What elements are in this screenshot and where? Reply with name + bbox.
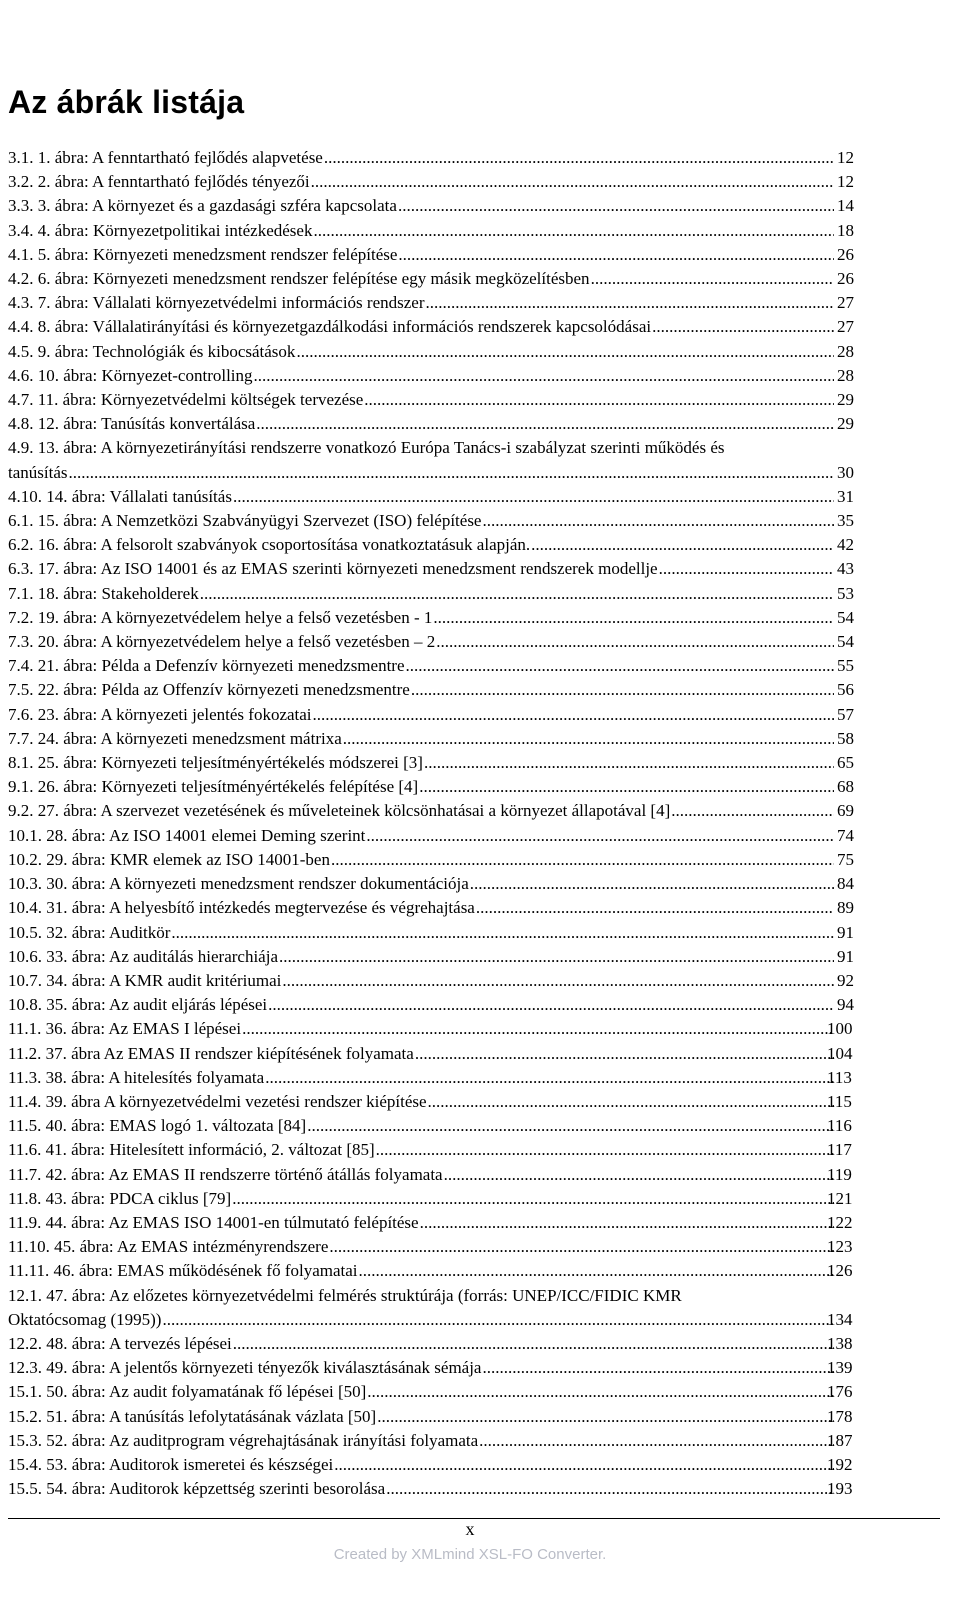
entry-title: 15.5. 54. ábra: Auditorok képzettség szerinti besorolása xyxy=(8,1479,386,1499)
dot-leader xyxy=(436,630,834,654)
dot-leader xyxy=(296,340,834,364)
figure-list-entry[interactable] xyxy=(8,364,908,388)
dot-leader xyxy=(313,703,834,727)
entry-page-number: 176 xyxy=(827,1382,853,1402)
entry-title: 3.2. 2. ábra: A fenntartható fejlődés tényezői xyxy=(8,172,310,192)
entry-title: 6.2. 16. ábra: A felsorolt szabványok csoportosítása vonatkoztatásuk alapján. xyxy=(8,535,531,555)
figure-list-entry[interactable] xyxy=(8,1017,908,1041)
dot-leader xyxy=(233,1332,834,1356)
entry-title: 4.1. 5. ábra: Környezeti menedzsment rendszer felépítése xyxy=(8,244,398,264)
entry-title: 4.7. 11. ábra: Környezetvédelmi költségek tervezése xyxy=(8,390,364,410)
figure-list-entry[interactable] xyxy=(8,1187,908,1211)
entry-page-number: 192 xyxy=(827,1454,853,1474)
entry-page-number: 43 xyxy=(837,559,854,579)
entry-title: 7.3. 20. ábra: A környezetvédelem helye a felső vezetésben – 2 xyxy=(8,632,436,652)
entry-row xyxy=(8,1114,863,1138)
figure-list-entry[interactable] xyxy=(8,1405,908,1429)
dot-leader xyxy=(268,993,834,1017)
entry-title: tanúsítás xyxy=(8,462,68,482)
entry-title: 11.10. 45. ábra: Az EMAS intézményrendszere xyxy=(8,1237,329,1257)
dot-leader xyxy=(366,824,834,848)
dot-leader xyxy=(377,1405,834,1429)
entry-row xyxy=(8,1017,863,1041)
entry-title: 10.7. 34. ábra: A KMR audit kritériumai xyxy=(8,970,282,990)
entry-row xyxy=(8,267,863,291)
dot-leader xyxy=(479,1429,834,1453)
entry-page-number: 56 xyxy=(837,680,854,700)
entry-page-number: 126 xyxy=(827,1261,853,1281)
entry-row xyxy=(8,461,863,485)
entry-title: 11.3. 38. ábra: A hitelesítés folyamata xyxy=(8,1067,265,1087)
figure-list-entry[interactable] xyxy=(8,1429,908,1453)
dot-leader xyxy=(428,1090,834,1114)
figure-list-entry[interactable] xyxy=(8,1235,908,1259)
entry-row xyxy=(8,1066,863,1090)
entry-title: 15.4. 53. ábra: Auditorok ismeretei és készségei xyxy=(8,1454,334,1474)
dot-leader xyxy=(343,727,834,751)
figure-list xyxy=(8,146,908,1501)
dot-leader xyxy=(367,1380,834,1404)
entry-title: 7.1. 18. ábra: Stakeholderek xyxy=(8,583,199,603)
entry-row xyxy=(8,799,863,823)
dot-leader xyxy=(376,1138,834,1162)
dot-leader xyxy=(411,678,834,702)
dot-leader xyxy=(424,751,834,775)
entry-title: 10.4. 31. ábra: A helyesbítő intézkedés megtervezése és végrehajtása xyxy=(8,898,475,918)
entry-page-number: 91 xyxy=(837,922,854,942)
entry-title: 11.9. 44. ábra: Az EMAS ISO 14001-en túlmutató felépítése xyxy=(8,1212,419,1232)
figure-list-entry[interactable] xyxy=(8,1138,908,1162)
dot-leader xyxy=(313,219,834,243)
entry-title: 11.5. 40. ábra: EMAS logó 1. változata [84] xyxy=(8,1116,307,1136)
dot-leader xyxy=(531,533,834,557)
entry-row xyxy=(8,775,863,799)
entry-title: 11.4. 39. ábra A környezetvédelmi vezetési rendszer kiépítése xyxy=(8,1091,427,1111)
figure-list-entry[interactable] xyxy=(8,267,908,291)
figure-list-entry[interactable] xyxy=(8,630,908,654)
figure-list-entry[interactable] xyxy=(8,872,908,896)
entry-page-number: 14 xyxy=(837,196,854,216)
entry-page-number: 104 xyxy=(827,1043,853,1063)
entry-page-number: 27 xyxy=(837,317,854,337)
figure-list-entry[interactable] xyxy=(8,1453,908,1477)
entry-page-number: 54 xyxy=(837,632,854,652)
entry-row xyxy=(8,582,863,606)
entry-page-number: 12 xyxy=(837,172,854,192)
entry-row xyxy=(8,388,863,412)
entry-row xyxy=(8,1356,863,1380)
entry-page-number: 100 xyxy=(827,1019,853,1039)
entry-row xyxy=(8,1332,863,1356)
entry-row xyxy=(8,606,863,630)
entry-page-number: 122 xyxy=(827,1212,853,1232)
figure-list-entry[interactable] xyxy=(8,243,908,267)
entry-page-number: 30 xyxy=(837,462,854,482)
entry-page-number: 94 xyxy=(837,995,854,1015)
entry-page-number: 139 xyxy=(827,1358,853,1378)
dot-leader xyxy=(279,945,834,969)
entry-page-number: 26 xyxy=(837,269,854,289)
entry-title: 12.3. 49. ábra: A jelentős környezeti tényezők kiválasztásának sémája xyxy=(8,1358,482,1378)
entry-title: 10.6. 33. ábra: Az auditálás hierarchiája xyxy=(8,946,278,966)
entry-row xyxy=(8,703,863,727)
figure-list-entry[interactable] xyxy=(8,824,908,848)
figure-list-entry[interactable] xyxy=(8,146,908,170)
entry-title: 10.2. 29. ábra: KMR elemek az ISO 14001-ben xyxy=(8,849,330,869)
entry-page-number: 75 xyxy=(837,849,854,869)
entry-page-number: 35 xyxy=(837,511,854,531)
dot-leader xyxy=(256,412,834,436)
entry-title: 7.7. 24. ábra: A környezeti menedzsment mátrixa xyxy=(8,728,342,748)
figure-list-entry[interactable] xyxy=(8,1163,908,1187)
entry-title: 4.4. 8. ábra: Vállalatirányítási és környezetgazdálkodási információs rendszerek kapcsolódásai xyxy=(8,317,652,337)
entry-title-line: 12.1. 47. ábra: Az előzetes környezetvédelmi felmérés struktúrája (forrás: UNEP/ICC/FIDIC KMR xyxy=(8,1285,682,1305)
entry-title: 11.6. 41. ábra: Hitelesített információ, 2. változat [85] xyxy=(8,1140,375,1160)
entry-row xyxy=(8,945,863,969)
entry-row xyxy=(8,533,863,557)
entry-row xyxy=(8,1235,863,1259)
entry-title: 6.3. 17. ábra: Az ISO 14001 és az EMAS szerinti környezeti menedzsment rendszerek modellje xyxy=(8,559,658,579)
dot-leader xyxy=(254,364,834,388)
dot-leader xyxy=(433,606,834,630)
page-title: Az ábrák listája xyxy=(8,84,245,120)
dot-leader xyxy=(331,848,834,872)
entry-row xyxy=(8,630,863,654)
entry-page-number: 55 xyxy=(837,656,854,676)
entry-page-number: 123 xyxy=(827,1237,853,1257)
dot-leader xyxy=(444,1163,834,1187)
dot-leader xyxy=(420,1211,834,1235)
entry-row xyxy=(8,678,863,702)
entry-row xyxy=(8,1453,863,1477)
dot-leader xyxy=(324,146,834,170)
entry-title: 11.11. 46. ábra: EMAS működésének fő folyamatai xyxy=(8,1261,358,1281)
entry-title: 7.4. 21. ábra: Példa a Defenzív környezeti menedzsmentre xyxy=(8,656,405,676)
entry-title: 10.1. 28. ábra: Az ISO 14001 elemei Deming szerint xyxy=(8,825,366,845)
entry-row xyxy=(8,243,863,267)
entry-row xyxy=(8,1477,863,1501)
figure-list-entry[interactable] xyxy=(8,1042,908,1066)
entry-page-number: 74 xyxy=(837,825,854,845)
entry-row xyxy=(8,1187,863,1211)
dot-leader xyxy=(311,170,834,194)
figure-list-entry[interactable] xyxy=(8,896,908,920)
dot-leader xyxy=(282,969,834,993)
entry-row xyxy=(8,146,863,170)
entry-row xyxy=(8,654,863,678)
figure-list-entry[interactable] xyxy=(8,969,908,993)
entry-title: 4.5. 9. ábra: Technológiák és kibocsátások xyxy=(8,341,296,361)
dot-leader xyxy=(307,1114,834,1138)
entry-title: 15.1. 50. ábra: Az audit folyamatának fő lépései [50] xyxy=(8,1382,367,1402)
entry-page-number: 113 xyxy=(827,1067,852,1087)
figure-list-entry[interactable] xyxy=(8,1477,908,1501)
entry-page-number: 68 xyxy=(837,777,854,797)
entry-row xyxy=(8,340,863,364)
entry-title: 15.2. 51. ábra: A tanúsítás lefolytatásának vázlata [50] xyxy=(8,1406,377,1426)
entry-title: 10.5. 32. ábra: Auditkör xyxy=(8,922,171,942)
dot-leader xyxy=(652,315,834,339)
dot-leader xyxy=(415,1042,834,1066)
figure-list-entry[interactable] xyxy=(8,557,908,581)
figure-list-entry[interactable] xyxy=(8,436,908,484)
entry-page-number: 119 xyxy=(827,1164,852,1184)
entry-page-number: 28 xyxy=(837,365,854,385)
entry-page-number: 58 xyxy=(837,728,854,748)
entry-title-line: 4.9. 13. ábra: A környezetirányítási rendszerre vonatkozó Európa Tanács-i szabályzat szerinti működés és xyxy=(8,438,725,458)
entry-row xyxy=(8,751,863,775)
entry-title: 8.1. 25. ábra: Környezeti teljesítményértékelés módszerei [3] xyxy=(8,753,423,773)
page-number: x xyxy=(465,1519,475,1539)
figure-list-entry[interactable] xyxy=(8,751,908,775)
dot-leader xyxy=(426,291,835,315)
dot-leader xyxy=(476,896,834,920)
figure-list-entry[interactable] xyxy=(8,921,908,945)
figure-list-entry[interactable] xyxy=(8,945,908,969)
entry-title: 11.8. 43. ábra: PDCA ciklus [79] xyxy=(8,1188,232,1208)
figure-list-entry[interactable] xyxy=(8,1380,908,1404)
dot-leader xyxy=(171,921,834,945)
entry-page-number: 18 xyxy=(837,220,854,240)
figure-list-entry[interactable] xyxy=(8,799,908,823)
entry-page-number: 12 xyxy=(837,148,854,167)
entry-page-number: 187 xyxy=(827,1430,853,1450)
dot-leader xyxy=(334,1453,834,1477)
dot-leader xyxy=(69,461,835,485)
entry-row xyxy=(8,557,863,581)
entry-row xyxy=(8,824,863,848)
entry-row xyxy=(8,1405,863,1429)
figure-list-entry[interactable] xyxy=(8,1356,908,1380)
entry-row xyxy=(8,921,863,945)
entry-row xyxy=(8,485,863,509)
entry-title: 11.2. 37. ábra Az EMAS II rendszer kiépítésének folyamata xyxy=(8,1043,414,1063)
figure-list-entry[interactable] xyxy=(8,678,908,702)
entry-page-number: 115 xyxy=(827,1091,852,1111)
entry-row xyxy=(8,509,863,533)
dot-leader xyxy=(386,1477,834,1501)
entry-page-number: 116 xyxy=(827,1116,852,1136)
entry-page-number: 84 xyxy=(837,874,854,894)
dot-leader xyxy=(398,194,834,218)
figure-list-entry[interactable] xyxy=(8,340,908,364)
entry-page-number: 91 xyxy=(837,946,854,966)
converter-credit: Created by XMLmind XSL-FO Converter. xyxy=(333,1546,607,1563)
dot-leader xyxy=(329,1235,834,1259)
entry-page-number: 53 xyxy=(837,583,854,603)
entry-row xyxy=(8,727,863,751)
entry-title: 7.2. 19. ábra: A környezetvédelem helye a felső vezetésben - 1 xyxy=(8,607,433,627)
entry-page-number: 27 xyxy=(837,293,854,313)
entry-row xyxy=(8,848,863,872)
figure-list-entry[interactable] xyxy=(8,848,908,872)
entry-page-number: 138 xyxy=(827,1333,853,1353)
entry-page-number: 92 xyxy=(837,970,854,990)
entry-title: 11.7. 42. ábra: Az EMAS II rendszerre történő átállás folyamata xyxy=(8,1164,443,1184)
entry-title: 12.2. 48. ábra: A tervezés lépései xyxy=(8,1333,232,1353)
figure-list-entry[interactable] xyxy=(8,582,908,606)
entry-row xyxy=(8,1163,863,1187)
entry-title: 6.1. 15. ábra: A Nemzetközi Szabványügyi Szervezet (ISO) felépítése xyxy=(8,511,482,531)
entry-row xyxy=(8,364,863,388)
figure-list-entry[interactable] xyxy=(8,993,908,1017)
dot-leader xyxy=(359,1259,834,1283)
dot-leader xyxy=(470,872,834,896)
figure-list-entry[interactable] xyxy=(8,170,908,194)
dot-leader xyxy=(671,799,834,823)
entry-row xyxy=(8,1090,863,1114)
figure-list-entry[interactable] xyxy=(8,606,908,630)
figure-list-entry[interactable] xyxy=(8,412,908,436)
dot-leader xyxy=(242,1017,834,1041)
entry-page-number: 54 xyxy=(837,607,854,627)
entry-title: 4.3. 7. ábra: Vállalati környezetvédelmi információs rendszer xyxy=(8,293,425,313)
entry-row xyxy=(8,1138,863,1162)
dot-leader xyxy=(162,1308,834,1332)
entry-page-number: 28 xyxy=(837,341,854,361)
entry-row xyxy=(8,412,863,436)
entry-row xyxy=(8,170,863,194)
entry-row xyxy=(8,872,863,896)
dot-leader xyxy=(364,388,834,412)
entry-page-number: 65 xyxy=(837,753,854,773)
entry-page-number: 42 xyxy=(837,535,854,555)
entry-page-number: 193 xyxy=(827,1479,853,1499)
entry-title: 9.1. 26. ábra: Környezeti teljesítményértékelés felépítése [4] xyxy=(8,777,419,797)
figure-list-entry[interactable] xyxy=(8,1211,908,1235)
entry-row xyxy=(8,194,863,218)
entry-page-number: 31 xyxy=(837,486,854,506)
figure-list-entry[interactable] xyxy=(8,1114,908,1138)
entry-title: 7.6. 23. ábra: A környezeti jelentés fokozatai xyxy=(8,704,312,724)
figure-list-entry[interactable] xyxy=(8,1284,908,1332)
figure-list-entry[interactable] xyxy=(8,485,908,509)
entry-title: 15.3. 52. ábra: Az auditprogram végrehajtásának irányítási folyamata xyxy=(8,1430,479,1450)
entry-page-number: 134 xyxy=(827,1309,853,1329)
figure-list-entry[interactable] xyxy=(8,1332,908,1356)
dot-leader xyxy=(406,654,834,678)
entry-row xyxy=(8,993,863,1017)
dot-leader xyxy=(659,557,834,581)
dot-leader xyxy=(398,243,834,267)
dot-leader xyxy=(265,1066,834,1090)
entry-title: 4.10. 14. ábra: Vállalati tanúsítás xyxy=(8,486,232,506)
entry-row xyxy=(8,315,863,339)
figure-list-entry[interactable] xyxy=(8,315,908,339)
entry-title: 9.2. 27. ábra: A szervezet vezetésének és műveleteinek kölcsönhatásai a környezet állapotával [4] xyxy=(8,801,671,821)
entry-page-number: 29 xyxy=(837,390,854,410)
entry-row xyxy=(8,1259,863,1283)
figure-list-entry[interactable] xyxy=(8,775,908,799)
entry-row xyxy=(8,219,863,243)
dot-leader xyxy=(233,485,834,509)
entry-page-number: 121 xyxy=(827,1188,853,1208)
figure-list-entry[interactable] xyxy=(8,388,908,412)
entry-title: Oktatócsomag (1995)) xyxy=(8,1309,162,1329)
entry-row xyxy=(8,291,863,315)
dot-leader xyxy=(482,509,834,533)
entry-title: 10.8. 35. ábra: Az audit eljárás lépései xyxy=(8,995,268,1015)
figure-list-entry[interactable] xyxy=(8,291,908,315)
entry-title: 10.3. 30. ábra: A környezeti menedzsment rendszer dokumentációja xyxy=(8,874,469,894)
entry-page-number: 26 xyxy=(837,244,854,264)
entry-page-number: 57 xyxy=(837,704,854,724)
figure-list-entry[interactable] xyxy=(8,194,908,218)
dot-leader xyxy=(482,1356,834,1380)
figure-list-entry[interactable] xyxy=(8,703,908,727)
figure-list-entry[interactable] xyxy=(8,509,908,533)
entry-title: 3.4. 4. ábra: Környezetpolitikai intézkedések xyxy=(8,220,313,240)
entry-row xyxy=(8,1308,863,1332)
entry-page-number: 69 xyxy=(837,801,854,821)
entry-title: 3.1. 1. ábra: A fenntartható fejlődés alapvetése xyxy=(8,148,323,167)
figure-list-entry[interactable] xyxy=(8,1259,908,1283)
entry-title: 3.3. 3. ábra: A környezet és a gazdasági szféra kapcsolata xyxy=(8,196,397,216)
entry-row xyxy=(8,1042,863,1066)
entry-row xyxy=(8,896,863,920)
figure-list-entry[interactable] xyxy=(8,1090,908,1114)
dot-leader xyxy=(591,267,834,291)
entry-row xyxy=(8,1429,863,1453)
figure-list-entry[interactable] xyxy=(8,533,908,557)
entry-title: 4.8. 12. ábra: Tanúsítás konvertálása xyxy=(8,414,256,434)
figure-list-entry[interactable] xyxy=(8,654,908,678)
dot-leader xyxy=(419,775,834,799)
dot-leader xyxy=(200,582,834,606)
entry-title: 11.1. 36. ábra: Az EMAS I lépései xyxy=(8,1019,242,1039)
entry-row xyxy=(8,969,863,993)
entry-row xyxy=(8,1211,863,1235)
dot-leader xyxy=(232,1187,834,1211)
entry-page-number: 89 xyxy=(837,898,854,918)
figure-list-entry[interactable] xyxy=(8,1066,908,1090)
entry-title: 4.2. 6. ábra: Környezeti menedzsment rendszer felépítése egy másik megközelítésben xyxy=(8,269,590,289)
entry-page-number: 117 xyxy=(827,1140,852,1160)
figure-list-entry[interactable] xyxy=(8,727,908,751)
figure-list-entry[interactable] xyxy=(8,219,908,243)
entry-page-number: 29 xyxy=(837,414,854,434)
entry-title: 7.5. 22. ábra: Példa az Offenzív környezeti menedzsmentre xyxy=(8,680,410,700)
entry-row xyxy=(8,1380,863,1404)
entry-title: 4.6. 10. ábra: Környezet-controlling xyxy=(8,365,253,385)
entry-page-number: 178 xyxy=(827,1406,853,1426)
